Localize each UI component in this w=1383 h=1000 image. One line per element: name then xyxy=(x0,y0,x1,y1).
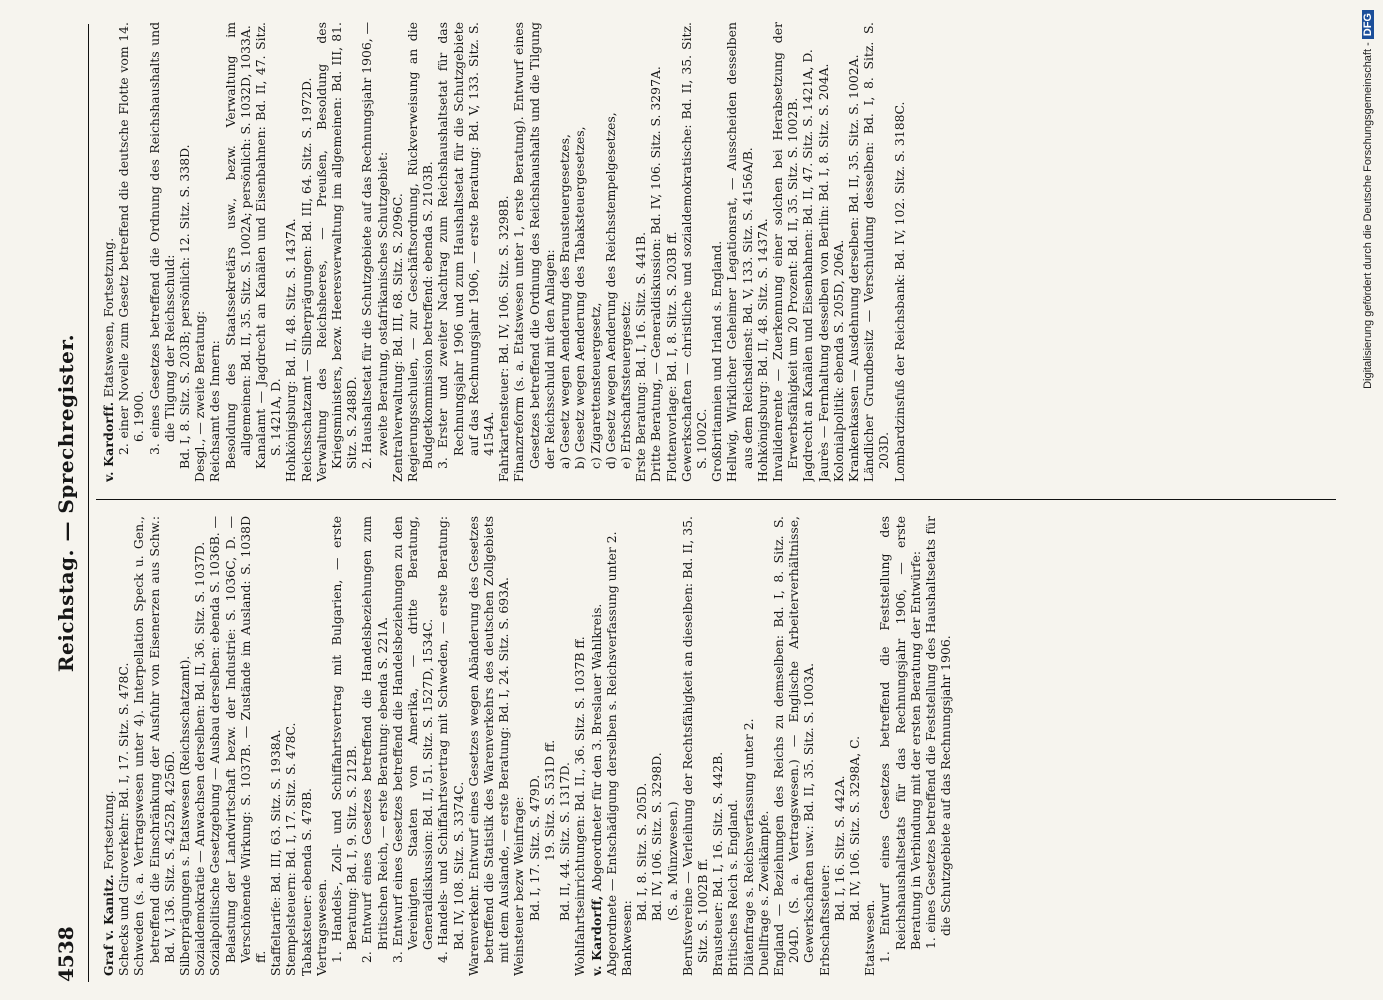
register-entry: (S. a. Münzwesen.) xyxy=(664,801,680,921)
speaker-name: v. Kardorff, xyxy=(588,895,604,976)
register-entry: Lombardzinsfuß der Reichsbank: Bd. IV, 102. Sitz. S. 3188C. xyxy=(891,101,907,482)
register-entry: Reichsschatzamt — Silberprägungen: Bd. III, 64. Sitz. S. 1972D. xyxy=(298,77,314,482)
digitization-credit xyxy=(1357,10,1379,990)
register-entry: Schecks und Giroverkehr: Bd. I, 17. Sitz. S. 478C. xyxy=(116,662,132,976)
column-divider xyxy=(96,499,1336,500)
register-entry: Krankenkassen — Ausdehnung derselben: Bd. II, 35. Sitz. S. 1002A. xyxy=(845,54,861,482)
register-entry: 3. Entwurf eines Gesetzes betreffend die Handelsbeziehungen zu den Vereinigten Staaten von Amerika, — dritte Beratung, Generaldiskussion: Bd. II, 51. Sitz. S. 1527D, 1534C. xyxy=(389,516,436,963)
register-entry: Schweden (s. a. Vertragswesen unter 4). Interpellation Speck u. Gen., betreffend die Einschränkung der Ausfuhr von Eisenerzen aus Schw.: Bd. V, 136. Sitz. S. 4252B, 4256D. xyxy=(131,516,177,976)
speaker-note: Fortsetzung. xyxy=(101,790,116,870)
register-entry: Jaurès — Fernhaltung desselben von Berlin: Bd. I, 8. Sitz. S. 204A. xyxy=(815,63,831,482)
register-entry: Jagdrecht an Kanälen und Eisenbahnen: Bd. II, 47. Sitz. S. 1421A, D. xyxy=(800,49,816,482)
register-entry: 19. Sitz. S. 531D ff. xyxy=(541,739,557,861)
register-entry: Bd. I, 16. Sitz. S. 442A. xyxy=(831,775,847,921)
register-entry: Tabaksteuer: ebenda S. 478B. xyxy=(298,788,314,976)
register-entry: a) Gesetz wegen Aenderung des Brausteuergesetzes, xyxy=(557,134,573,469)
register-entry: Finanzreform (s. a. Etatswesen unter 1, erste Beratung). Entwurf eines Gesetzes betreffend die Ordnung des Reichshaushalts und die Tilgung der Reichsschuld mit den Anlagen: xyxy=(511,22,557,482)
register-entry: Etatswesen. xyxy=(862,899,878,976)
register-entry: Regierungsschulen, — zur Geschäftsordnung, Rückverweisung an die Budgetkommission betreffend: ebenda S. 2103B. xyxy=(405,22,436,482)
header-rule xyxy=(88,24,89,982)
register-entry: 3. eines Gesetzes betreffend die Ordnung des Reichshaushalts und die Tilgung der Reichsschuld: xyxy=(146,22,177,455)
speaker-name: Graf v. Kanitz. xyxy=(101,874,116,976)
register-entry: Erste Beratung: Bd. I, 16. Sitz. S. 441B. xyxy=(633,231,649,482)
register-page xyxy=(50,24,1348,982)
speaker-heading xyxy=(101,22,116,482)
register-entry: Bd. II, 44. Sitz. S. 1317D. xyxy=(557,762,573,921)
register-entry: 2. Entwurf eines Gesetzes betreffend die Handelsbeziehungen zum Britischen Reich, — erste Beratung: ebenda S. 221A. xyxy=(359,516,390,963)
speaker-heading xyxy=(101,516,116,976)
register-entry: Ländlicher Grundbesitz — Verschuldung desselben: Bd. I, 8. Sitz. S. 203D. xyxy=(861,22,892,482)
register-entry: Erbschaftssteuer: xyxy=(816,864,832,976)
register-entry: Bd. IV, 106. Sitz. S. 3298D. xyxy=(649,752,665,921)
register-entry: Abgeordnete — Entschädigung derselben s. Reichsverfassung unter 2. xyxy=(603,531,619,976)
register-entry: Desgl., — zweite Beratung: xyxy=(192,310,208,482)
register-entry: Bankwesen: xyxy=(618,900,634,976)
speaker-name: v. Kardorff. xyxy=(101,401,116,482)
register-entry: Berufsvereine — Verleihung der Rechtsfähigkeit an dieselben: Bd. II, 35. Sitz. S. 1002B ff. xyxy=(679,516,710,976)
register-entry: England — Beziehungen des Reichs zu demselben: Bd. I, 8. Sitz. S. 204D. (S. a. Vertragswesen.) — Englische Arbeiterverhältnisse, Gewerkschaften usw.: Bd. II, 35. Sitz. S. 1003A. xyxy=(770,516,817,976)
page-number: 4538 xyxy=(54,926,78,982)
register-entry: Dritte Beratung, — Generaldiskussion: Bd. IV, 106. Sitz. S. 3297A. xyxy=(648,66,664,482)
register-entry: c) Zigarettensteuergesetz, xyxy=(587,302,603,469)
register-entry: e) Erbschaftssteuergesetz: xyxy=(617,300,633,469)
register-entry: Besoldung des Staatssekretärs usw., bezw. Verwaltung im allgemeinen: Bd. II, 35. Sitz. S. 1002A; persönlich: S. 1032D, 1033A. xyxy=(222,22,253,469)
register-entry: Warenverkehr. Entwurf eines Gesetzes wegen Abänderung des Gesetzes betreffend die Statistik des Warenverkehrs des deutschen Zollgebiets mit dem Auslande, — erste Beratung: Bd. I, 24. Sitz. S. 693A. xyxy=(465,516,512,976)
register-entry: 1. Handels-, Zoll- und Schiffahrtsvertrag mit Bulgarien, — erste Beratung: Bd. I, 9. Sitz. S. 212B. xyxy=(329,516,360,963)
dfg-logo: DFG xyxy=(1362,10,1374,39)
register-entry: Großbritannien und Irland s. England. xyxy=(709,240,725,482)
register-entry: Fahrkartensteuer: Bd. IV, 106. Sitz. S. 3298B. xyxy=(496,195,512,482)
register-entry: Bd. I, 17. Sitz. S. 479D. xyxy=(526,774,542,921)
register-entry: 1. eines Gesetzes betreffend die Feststellung des Haushaltsetats für die Schutzgebiete auf das Rechnungsjahr 1906. xyxy=(922,516,954,949)
register-entry: Britisches Reich s. England. xyxy=(725,799,741,976)
credit-text: Digitalisierung gefördert durch die Deutsche Forschungsgemeinschaft - xyxy=(1362,42,1374,389)
register-entry: Bd. IV, 106. Sitz. S. 3298A, C. xyxy=(846,735,862,921)
register-entry: 2. einer Novelle zum Gesetz betreffend die deutsche Flotte vom 14. 6. 1900. xyxy=(116,22,147,455)
register-entry: Stempelsteuern: Bd. I, 17. Sitz. S. 478C. xyxy=(283,722,299,976)
speaker-note: Abgeordneter für den 3. Breslauer Wahlkreis. xyxy=(588,603,604,892)
left-column xyxy=(100,516,1340,976)
register-entry: b) Gesetz wegen Aenderung des Tabaksteuergesetzes, xyxy=(572,126,588,469)
register-entry: Silberprägungen s. Etatswesen (Reichsschatzamt). xyxy=(177,655,193,976)
register-entry: Hellwig, Wirklicher Geheimer Legationsrat, — Ausscheiden desselben aus dem Reichsdienst: Bd. V, 133. Sitz. S. 4156A/B. xyxy=(724,22,755,482)
register-entry: 2. Haushaltsetat für die Schutzgebiete auf das Rechnungsjahr 1906, — zweite Beratung, ostafrikanisches Schutzgebiet: xyxy=(359,22,390,469)
register-entry: Flottenvorlage: Bd. I, 8. Sitz. S. 203B ff. xyxy=(663,231,679,482)
register-entry: Hohkönigsburg: Bd. II, 48. Sitz. S. 1437A. xyxy=(754,218,770,482)
register-entry: 1. Entwurf eines Gesetzes betreffend die Feststellung des Reichshaushaltsetats für das Rechnungsjahr 1906, — erste Beratung in Verbindung mit der ersten Beratung der Entwürfe: xyxy=(877,516,923,963)
register-entry: Hohkönigsburg: Bd. II, 48. Sitz. S. 1437A. xyxy=(283,218,299,482)
register-entry: Bd. I, 8. Sitz. S. 203B; persönlich: 12. Sitz. S. 338D. xyxy=(177,144,193,469)
register-entry: d) Gesetz wegen Aenderung des Reichsstempelgesetzes, xyxy=(602,112,618,469)
page-title: Reichstag. — Sprechregister. xyxy=(54,333,78,673)
register-entry: Reichsamt des Innern: xyxy=(207,340,223,482)
register-entry: Sozialpolitische Gesetzgebung — Ausbau derselben: ebenda S. 1036B. — Belastung der Landwirtschaft bezw. der Industrie: S. 1036C, D. — Verschönende Wirkung: S. 1037B. — Zustände im Ausland: S. 1038D ff. xyxy=(207,516,269,976)
register-entry: Brausteuer: Bd. I, 16. Sitz. S. 442B. xyxy=(710,751,726,976)
right-column xyxy=(100,22,1340,482)
speaker-note: Etatswesen, Fortsetzung. xyxy=(101,237,116,398)
register-entry: Wohlfahrtseinrichtungen: Bd. II., 36. Sitz. S. 1037B ff. xyxy=(572,636,588,976)
register-entry: Weinsteuer bezw Weinfrage: xyxy=(511,796,527,976)
register-entry: Zentralverwaltung: Bd. III, 68. Sitz. S. 2096C. xyxy=(389,193,405,482)
register-entry: Invalidenrente — Zuerkennung einer solchen bei Herabsetzung der Erwerbsfähigkeit um 20 Prozent: Bd. II, 35. Sitz. S. 1002B. xyxy=(769,22,801,482)
speaker-heading xyxy=(589,516,604,976)
register-entry: 4. Handels- und Schiffahrtsvertrag mit Schweden, — erste Beratung: Bd. IV, 108. Sitz. S. 3374C. xyxy=(435,516,466,963)
register-entry: Kolonialpolitik: ebenda S. 205D, 206A. xyxy=(830,239,846,482)
register-entry: Bd. I, 8. Sitz. S. 205D. xyxy=(634,782,650,921)
register-entry: Kanalamt — Jagdrecht an Kanälen und Eisenbahnen: Bd. II, 47. Sitz. S. 1421A, D. xyxy=(253,22,284,469)
register-entry: Gewerkschaften — christliche und sozialdemokratische: Bd. II, 35. Sitz. S. 1002C. xyxy=(678,22,709,482)
register-entry: Staffeltarife: Bd. III, 63. Sitz. S. 1938A. xyxy=(268,729,284,976)
register-entry: Duellfrage s. Zweikämpfe. xyxy=(755,810,771,976)
register-entry: 3. Erster und zweiter Nachtrag zum Reichshaushaltsetat für das Rechnungsjahr 1906 und zum Haushaltsetat für die Schutzgebiete auf das Rechnungsjahr 1906, — erste Beratung: Bd. V, 133. Sitz. S. 4154A. xyxy=(435,22,497,469)
running-header xyxy=(50,24,86,982)
register-entry: Sozialdemokratie — Anwachsen derselben: Bd. II, 36. Sitz. S. 1037D. xyxy=(192,541,208,976)
register-entry: Verwaltung des Reichsheeres, — Preußen, Besoldung des Kriegsministers, bezw. Heeresverwaltung im allgemeinen: Bd. III, 81. Sitz. S. 2488D. xyxy=(313,22,360,482)
register-entry: Vertragswesen. xyxy=(313,878,329,976)
register-entry: Diätenfrage s. Reichsverfassung unter 2. xyxy=(740,718,756,976)
